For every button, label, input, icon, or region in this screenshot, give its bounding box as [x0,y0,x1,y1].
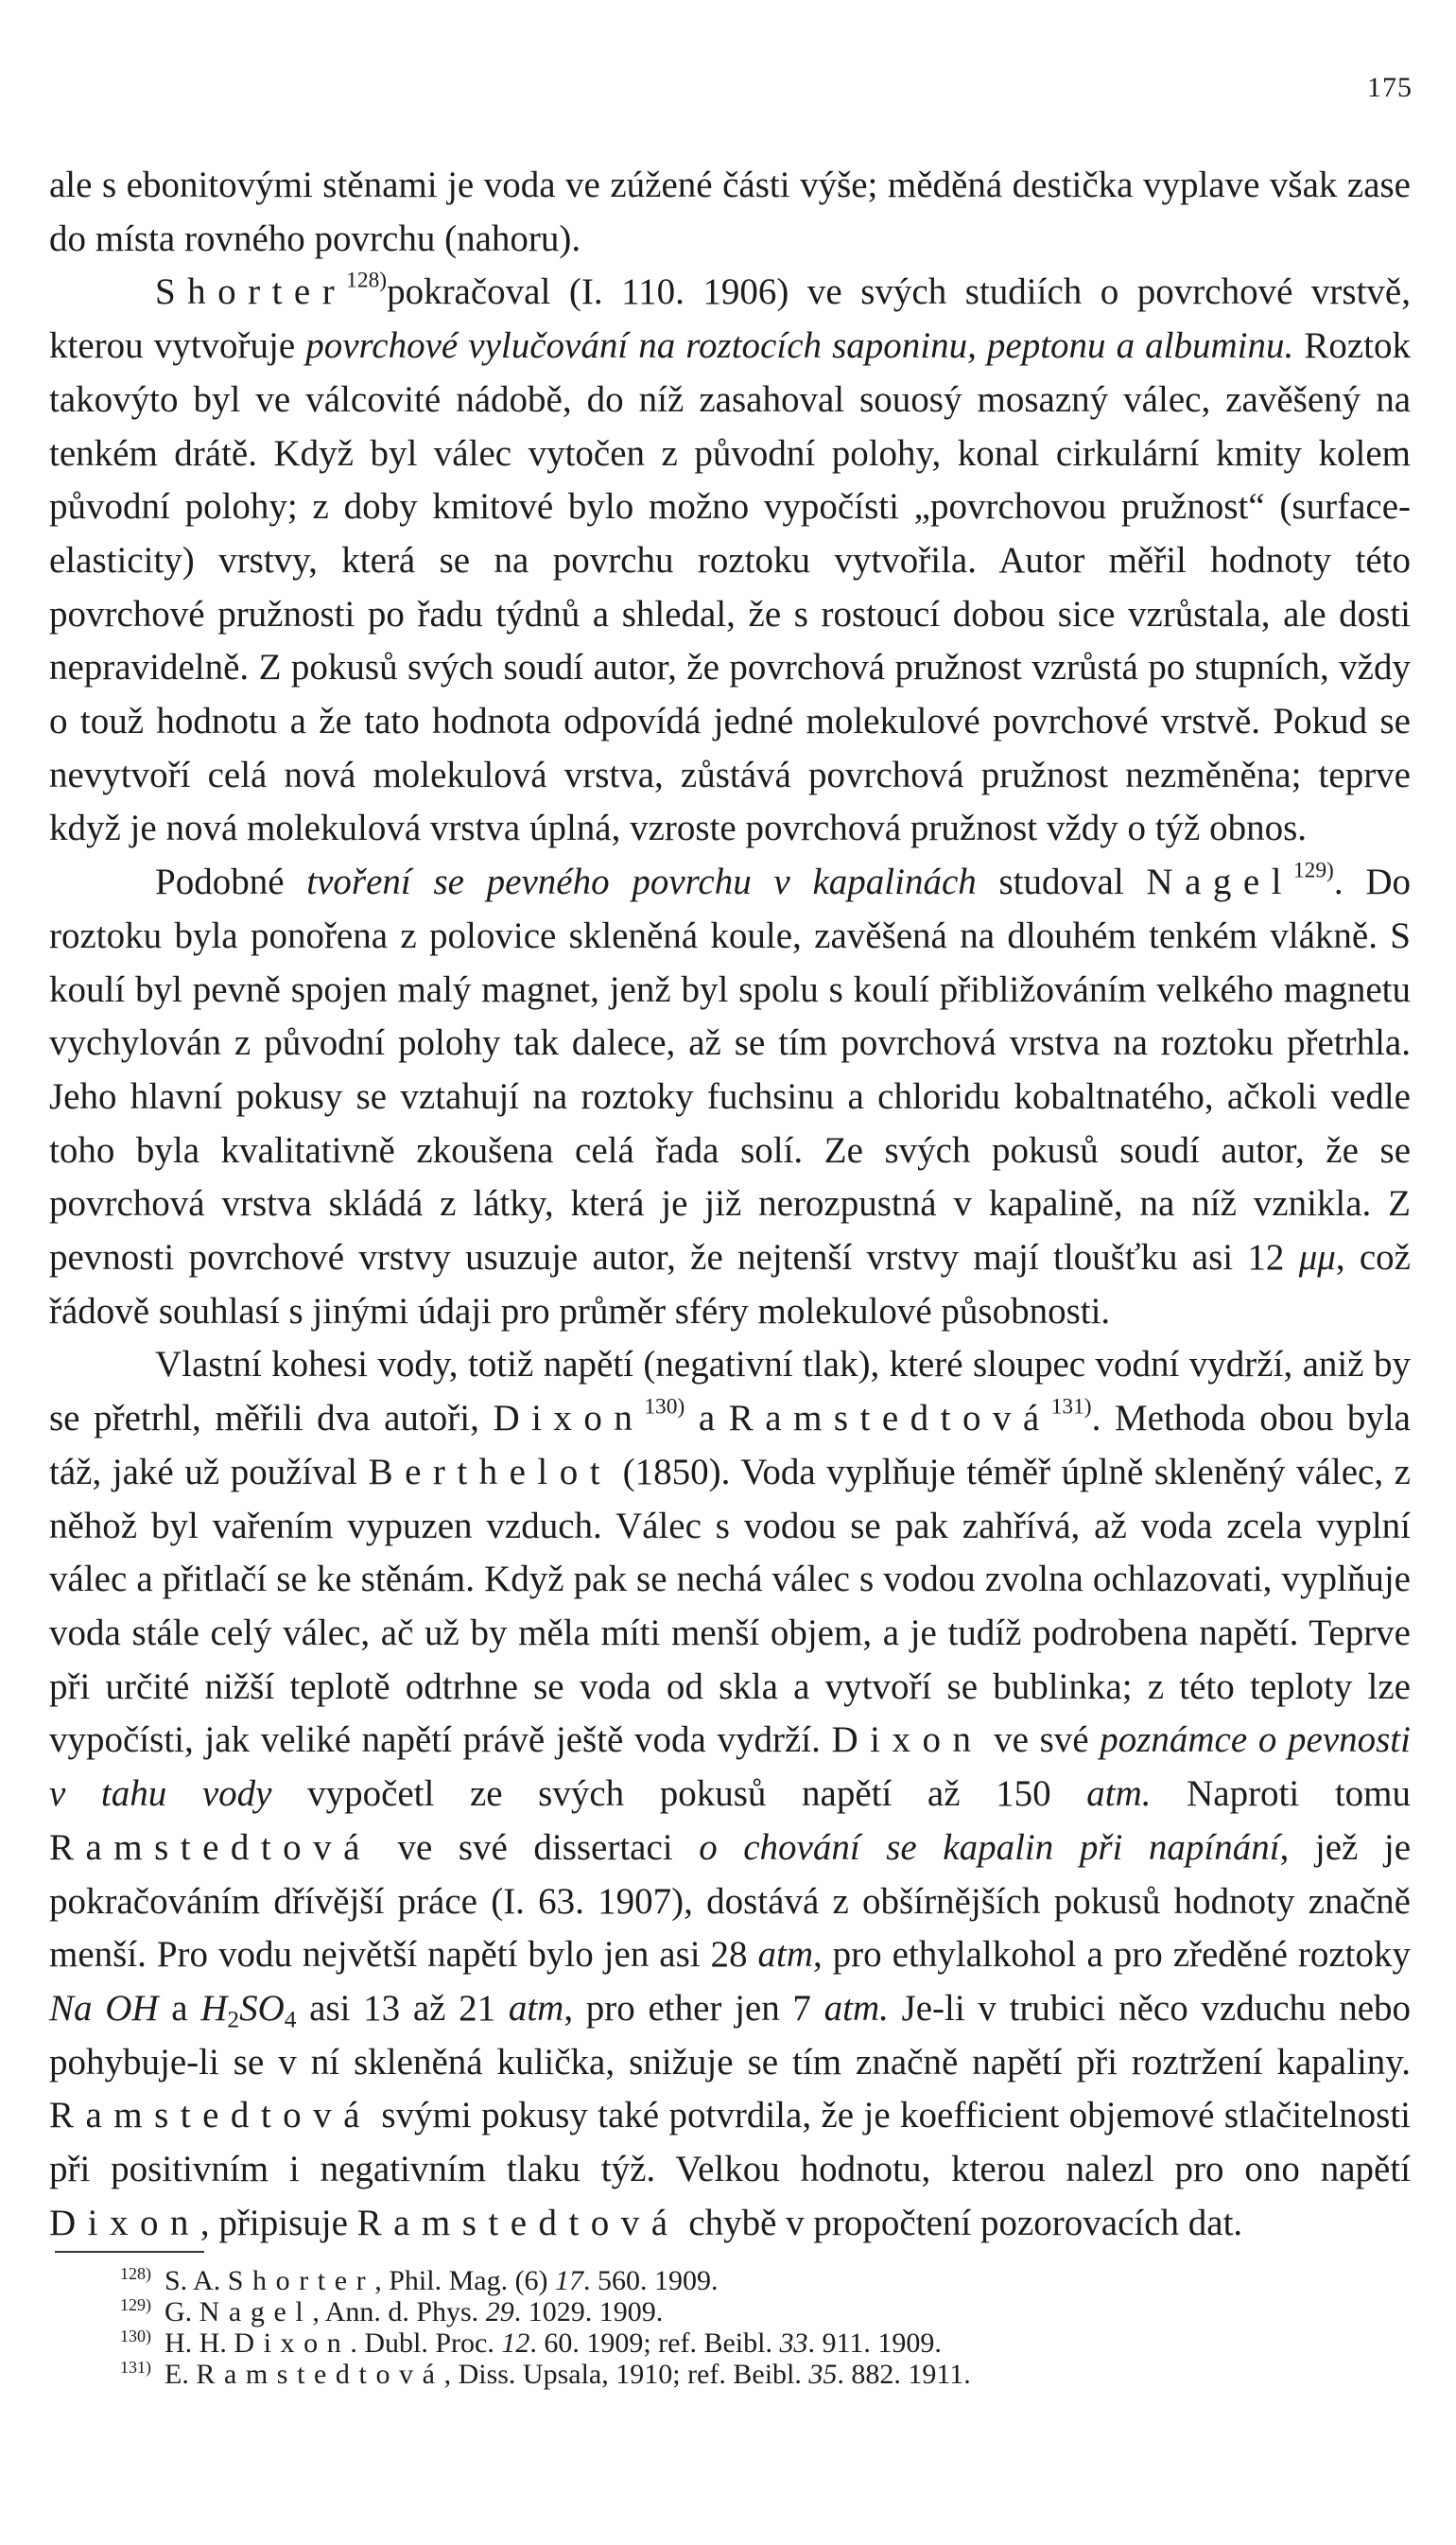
italic-text: povrchové vylučování na roztocích saponinu, peptonu a albuminu. [305,325,1294,367]
italic-text: tvoření se pevného povrchu v kapalinách [306,862,977,903]
text-run: S. A. [165,2265,228,2296]
author-name: Ramstedtová [728,1398,1051,1439]
footnote-mark: 128) [120,2264,151,2283]
text-run: H. H. [165,2327,234,2359]
author-name: Dixon [234,2327,351,2359]
author-name: Shorter [227,2265,375,2296]
italic-text: atm. [1086,1773,1152,1815]
footnote [120,2295,1422,2327]
author-name: Dixon [493,1398,645,1439]
italic-text: poznámce o pevnosti v tahu vody [49,1719,1411,1815]
author-name: Ramstedtová [49,1826,372,1868]
text-run: , připisuje [199,2202,357,2243]
text-run: G. [165,2296,199,2327]
text-run: ve své dissertaci [371,1826,700,1868]
text-run: svými pokusy také potvrdila, že je koefficient objemové stlačitelnosti při positivním i negativním tlaku týž. Velkou hodnotu, kterou nalezl pro ono napětí [49,2095,1411,2190]
text-run: a [158,1987,201,2029]
footnote [120,2358,1422,2390]
author-name: Shorter [155,271,347,313]
italic-text: 17 [555,2265,584,2296]
author-name: Dixon [49,2202,200,2243]
text-run: . Dubl. Proc. [350,2327,502,2359]
italic-text: 29 [485,2296,514,2327]
footnotes [120,2264,1422,2390]
text-run: asi 13 až 21 [296,1987,509,2029]
text-run: . 911. 1909. [807,2327,942,2359]
text-run: . 560. 1909. [583,2265,719,2296]
text-run: . 60. 1909; ref. Beibl. [529,2327,780,2359]
footnote-ref: 130) [644,1394,685,1420]
paragraph [49,159,1411,266]
author-name: Nagel [199,2296,313,2327]
author-name: Ramstedtová [49,2095,372,2136]
footnote-ref: 129) [1292,858,1334,883]
footnote-mark: 130) [120,2327,151,2345]
footnote [120,2264,1422,2296]
footnote-divider [55,2251,204,2253]
text-run: . Methoda obou byla táž, jaké už používal [49,1398,1411,1492]
page-number: 175 [1367,72,1413,103]
text-run: . 882. 1911. [837,2359,971,2390]
italic-text: atm [757,1934,813,1976]
paragraph [49,1338,1411,2250]
text-run: , pro ether jen 7 [563,1987,824,2029]
author-name: Nagel [1146,862,1293,903]
footnote-ref: 128) [346,268,388,293]
paragraph [49,856,1411,1338]
text-run: pokračoval (I. 110. 1906) ve svých studiích o povrchové vrstvě, kterou vytvořuje [49,271,1411,367]
footnote-mark: 131) [120,2358,151,2377]
text-run: , Diss. Upsala, 1910; ref. Beibl. [443,2359,809,2390]
paragraph [49,266,1411,856]
text-run: , Ann. d. Phys. [312,2296,486,2327]
text-run: Roztok takovýto byl ve válcovité nádobě, do níž zasahoval souosý mosazný válec, zavěšený na tenkém drátě. Když byl válec vytočen z původní polohy, konal cirkulární kmity kolem původní polohy; z doby kmitové bylo možno vypočísti „povrchovou pružnost“ (surface-elasticity) vrstvy, která se na povrchu roztoku vytvořila. Autor měřil hodnoty této povrchové pružnosti po řadu týdnů a shledal, že s rostoucí dobou sice vzrůstala, ale dosti nepravidelně. Z pokusů svých soudí autor, že povrchová pružnost vzrůstá po stupních, vždy o touž hodnotu a že tato hodnota odpovídá jedné molekulové povrchové vrstvě. Pokud se nevytvoří celá nová molekulová vrstva, zůstává povrchová pružnost nezměněna; teprve když je nová molekulová vrstva úplná, vzroste povrchová pružnost vždy o týž obnos. [49,325,1411,849]
italic-text: o chování se kapalin při napínání [699,1826,1280,1868]
author-name: Ramstedtová [356,2202,680,2243]
text-run: studoval [976,862,1147,903]
footnote-mark: 129) [120,2295,151,2314]
author-name: Berthelot [368,1451,613,1492]
text-run: 2 [227,2006,240,2033]
text-run: chybě v propočtení pozorovacích dat. [679,2202,1243,2243]
author-name: Ramstedtová [196,2359,444,2390]
text-run: ale s ebonitovými stěnami je voda ve zúžené části výše; měděná destička vyplave však zase do místa rovného povrchu (nahoru). [49,165,1411,259]
italic-text: Na OH [49,1987,159,2029]
text-run: ve své [982,1719,1101,1761]
italic-text: atm. [823,1987,889,2029]
text-run: , což řádově souhlasí s jinými údaji pro průměr sféry molekulové působnosti. [49,1237,1411,1332]
text-run: Naproti tomu [1151,1773,1411,1815]
italic-text: atm [508,1987,564,2029]
text-run: Vlastní kohesi vody, totiž napětí (negativní tlak), které sloupec vodní vydrží, aniž by se přetrhl, měřili dva autoři, [49,1344,1411,1439]
author-name: Dixon [831,1719,983,1761]
footnote-ref: 131) [1050,1394,1092,1420]
italic-text: 33 [779,2327,808,2359]
text-run: (1850). Voda vyplňuje téměř úplně skleněný válec, z něhož byl vařením vypuzen vzduch. Válec s vodou se pak zahřívá, až voda zcela vyplní válec a přitlačí se ke stěnám. Když pak se nechá válec s vodou zvolna ochlazovati, vyplňuje voda stále celý válec, ač už by měla míti menší objem, a je tudíž podrobena napětí. Teprve při určité nižší teplotě odtrhne se voda od skla a vytvoří se bublinka; z této teploty lze vypočísti, jak veliké napětí právě ještě voda vydrží. [49,1451,1411,1761]
text-run: , Phil. Mag. (6) [374,2265,556,2296]
italic-text: μμ [1298,1237,1336,1279]
text-run: E. [165,2359,197,2390]
text-run: . Do roztoku byla ponořena z polovice skleněná koule, zavěšená na dlouhém tenkém vlákně. S koulí byl pevně spojen malý magnet, jenž byl spolu s koulí přibližováním velkého magnetu vychylován z původní polohy tak dalece, až se tím povrchová vrstva na roztoku přetrhla. Jeho hlavní pokusy se vztahují na roztoky fuchsinu a chloridu kobaltnatého, ačkoli vedle toho byla kvalitativně zkoušena celá řada solí. Ze svých pokusů soudí autor, že se povrchová vrstva skládá z látky, která je již nerozpustná v kapalině, na níž vznikla. Z pevnosti povrchové vrstvy usuzuje autor, že nejtenší vrstvy mají tloušťku asi 12 [49,862,1411,1279]
text-run: 4 [284,2006,297,2033]
italic-text: 35 [808,2359,838,2390]
text-run: . 1029. 1909. [513,2296,664,2327]
italic-text: H [200,1987,228,2029]
text-run: Podobné [155,862,307,903]
footnote [120,2327,1422,2359]
italic-text: SO [239,1987,285,2029]
text-run: , jež je pokračováním dřívější práce (I. 63. 1907), dostává z obšírnějších pokusů hodnoty značně menší. Pro vodu největší napětí bylo jen asi 28 [49,1826,1412,1976]
text-run: vypočetl ze svých pokusů napětí až 150 [271,1773,1087,1815]
italic-text: 12 [501,2327,530,2359]
text-run: , pro ethylalkohol a pro zředěné roztoky [812,1934,1412,1976]
text-run: Je-li v trubici něco vzduchu nebo pohybuje-li se v ní skleněná kulička, snižuje se tím značně napětí při roztržení kapaliny. [49,1987,1412,2083]
body-text [49,159,1411,2250]
text-run: a [685,1398,729,1439]
